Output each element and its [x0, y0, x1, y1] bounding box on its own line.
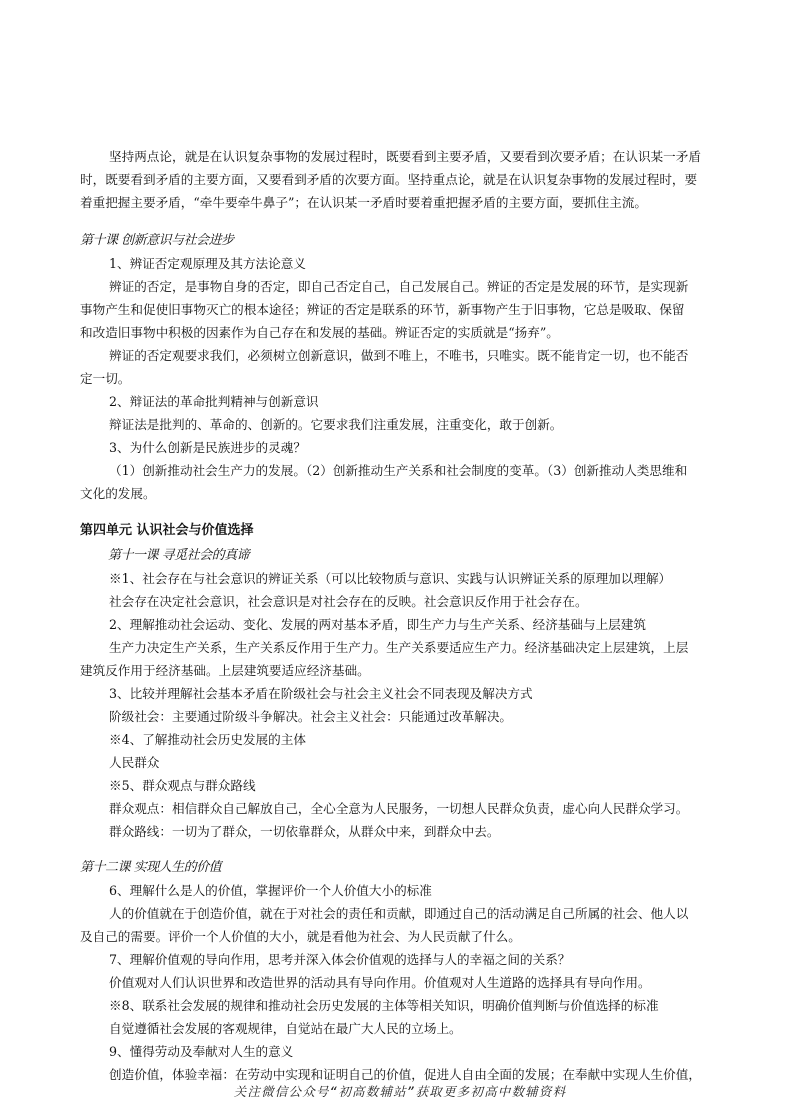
point-heading: 9、懂得劳动及奉献对人生的意义 — [109, 1044, 294, 1059]
paragraph-line: 及自己的需要。评价一个人价值的大小，就是看他为社会、为人民贡献了什么。 — [80, 929, 521, 944]
paragraph-line: 辨证的否定，是事物自身的否定，即自己否定自己，自己发展自己。辨证的否定是发展的环节，是实现新 — [109, 279, 689, 294]
paragraph-line: 阶级社会：主要通过阶级斗争解决。社会主义社会：只能通过改革解决。 — [109, 709, 512, 724]
paragraph-line: 和改造旧事物中积极的因素作为自己存在和发展的基础。辨证否定的实质就是“扬弃”。 — [80, 325, 559, 340]
paragraph-line: 人民群众 — [109, 755, 160, 770]
point-heading: ※5、群众观点与群众路线 — [109, 778, 256, 793]
paragraph-line: 价值观对人们认识世界和改造世界的活动具有导向作用。价值观对人生道路的选择具有导向作用。 — [109, 975, 651, 990]
point-heading: 6、理解什么是人的价值，掌握评价一个人价值大小的标准 — [109, 883, 432, 898]
point-heading: 2、辩证法的革命批判精神与创新意识 — [109, 394, 319, 409]
point-heading: 2、理解推动社会运动、变化、发展的两对基本矛盾，即生产力与生产关系、经济基础与上层建筑 — [109, 617, 646, 632]
point-heading: 1、辨证否定观原理及其方法论意义 — [109, 256, 306, 271]
paragraph-line: 群众路线：一切为了群众，一切依靠群众，从群众中来，到群众中去。 — [109, 824, 500, 839]
page-footer: 关注微信公众号“初高数辅站”获取更多初高中数辅资料 — [233, 1084, 567, 1099]
point-heading: 7、理解价值观的导向作用，思考并深入体会价值观的选择与人的幸福之间的关系？ — [109, 952, 571, 967]
point-heading: ※4、了解推动社会历史发展的主体 — [109, 732, 306, 747]
paragraph-line: （1）创新推动社会生产力的发展。（2）创新推动生产关系和社会制度的变革。（3）创新推动人类思维和 — [109, 463, 688, 478]
paragraph-line: 建筑反作用于经济基础。上层建筑要适应经济基础。 — [80, 663, 370, 678]
paragraph-line: 人的价值就在于创造价值，就在于对社会的责任和贡献，即通过自己的活动满足自己所属的社会、他人以 — [109, 906, 689, 921]
paragraph-line: 生产力决定生产关系，生产关系反作用于生产力。生产关系要适应生产力。经济基础决定上层建筑，上层 — [109, 640, 689, 655]
paragraph-line: 群众观点：相信群众自己解放自己，全心全意为人民服务，一切想人民群众负责，虚心向人民群众学习。 — [109, 801, 689, 816]
lesson-heading: 第十一课 寻觅社会的真谛 — [108, 548, 250, 563]
point-heading: ※1、社会存在与社会意识的辨证关系（可以比较物质与意识、实践与认识辨证关系的原理加以理解） — [109, 571, 672, 586]
paragraph-line: 辩证法是批判的、革命的、创新的。它要求我们注重发展，注重变化，敢于创新。 — [109, 417, 563, 432]
paragraph-line: 辨证的否定观要求我们，必须树立创新意识，做到不唯上，不唯书，只唯实。既不能肯定一切，也不能否 — [109, 348, 689, 363]
paragraph-line: 时，既要看到矛盾的主要方面，又要看到矛盾的次要方面。坚持重点论，就是在认识复杂事物的发展过程时，要 — [80, 172, 698, 187]
paragraph-line: 社会存在决定社会意识，社会意识是对社会存在的反映。社会意识反作用于社会存在。 — [109, 594, 588, 609]
point-heading: 3、为什么创新是民族进步的灵魂？ — [109, 440, 306, 455]
paragraph-line: 创造价值，体验幸福：在劳动中实现和证明自己的价值，促进人自由全面的发展；在奉献中实现人生价值， — [109, 1067, 701, 1082]
point-heading: 3、比较并理解社会基本矛盾在阶级社会与社会主义社会不同表现及解决方式 — [109, 686, 533, 701]
paragraph-line: 事物产生和促使旧事物灭亡的根本途径；辨证的否定是联系的环节，新事物产生于旧事物，它总是吸取、保留 — [80, 302, 685, 317]
point-heading: ※8、联系社会发展的规律和推动社会历史发展的主体等相关知识，明确价值判断与价值选择的标准 — [109, 998, 659, 1013]
unit-heading: 第四单元 认识社会与价值选择 — [80, 523, 254, 538]
paragraph-line: 定一切。 — [80, 371, 131, 386]
paragraph-line: 坚持两点论，就是在认识复杂事物的发展过程时，既要看到主要矛盾，又要看到次要矛盾；在认识某一矛盾 — [109, 149, 701, 164]
lesson-heading: 第十二课 实现人生的价值 — [80, 860, 222, 875]
paragraph-line: 文化的发展。 — [80, 486, 156, 501]
paragraph-line: 着重把握主要矛盾，“牵牛要牵牛鼻子”；在认识某一矛盾时要着重把握矛盾的主要方面，要抓住主流。 — [80, 195, 648, 210]
lesson-heading: 第十课 创新意识与社会进步 — [80, 233, 234, 248]
paragraph-line: 自觉遵循社会发展的客观规律，自觉站在最广大人民的立场上。 — [109, 1021, 462, 1036]
